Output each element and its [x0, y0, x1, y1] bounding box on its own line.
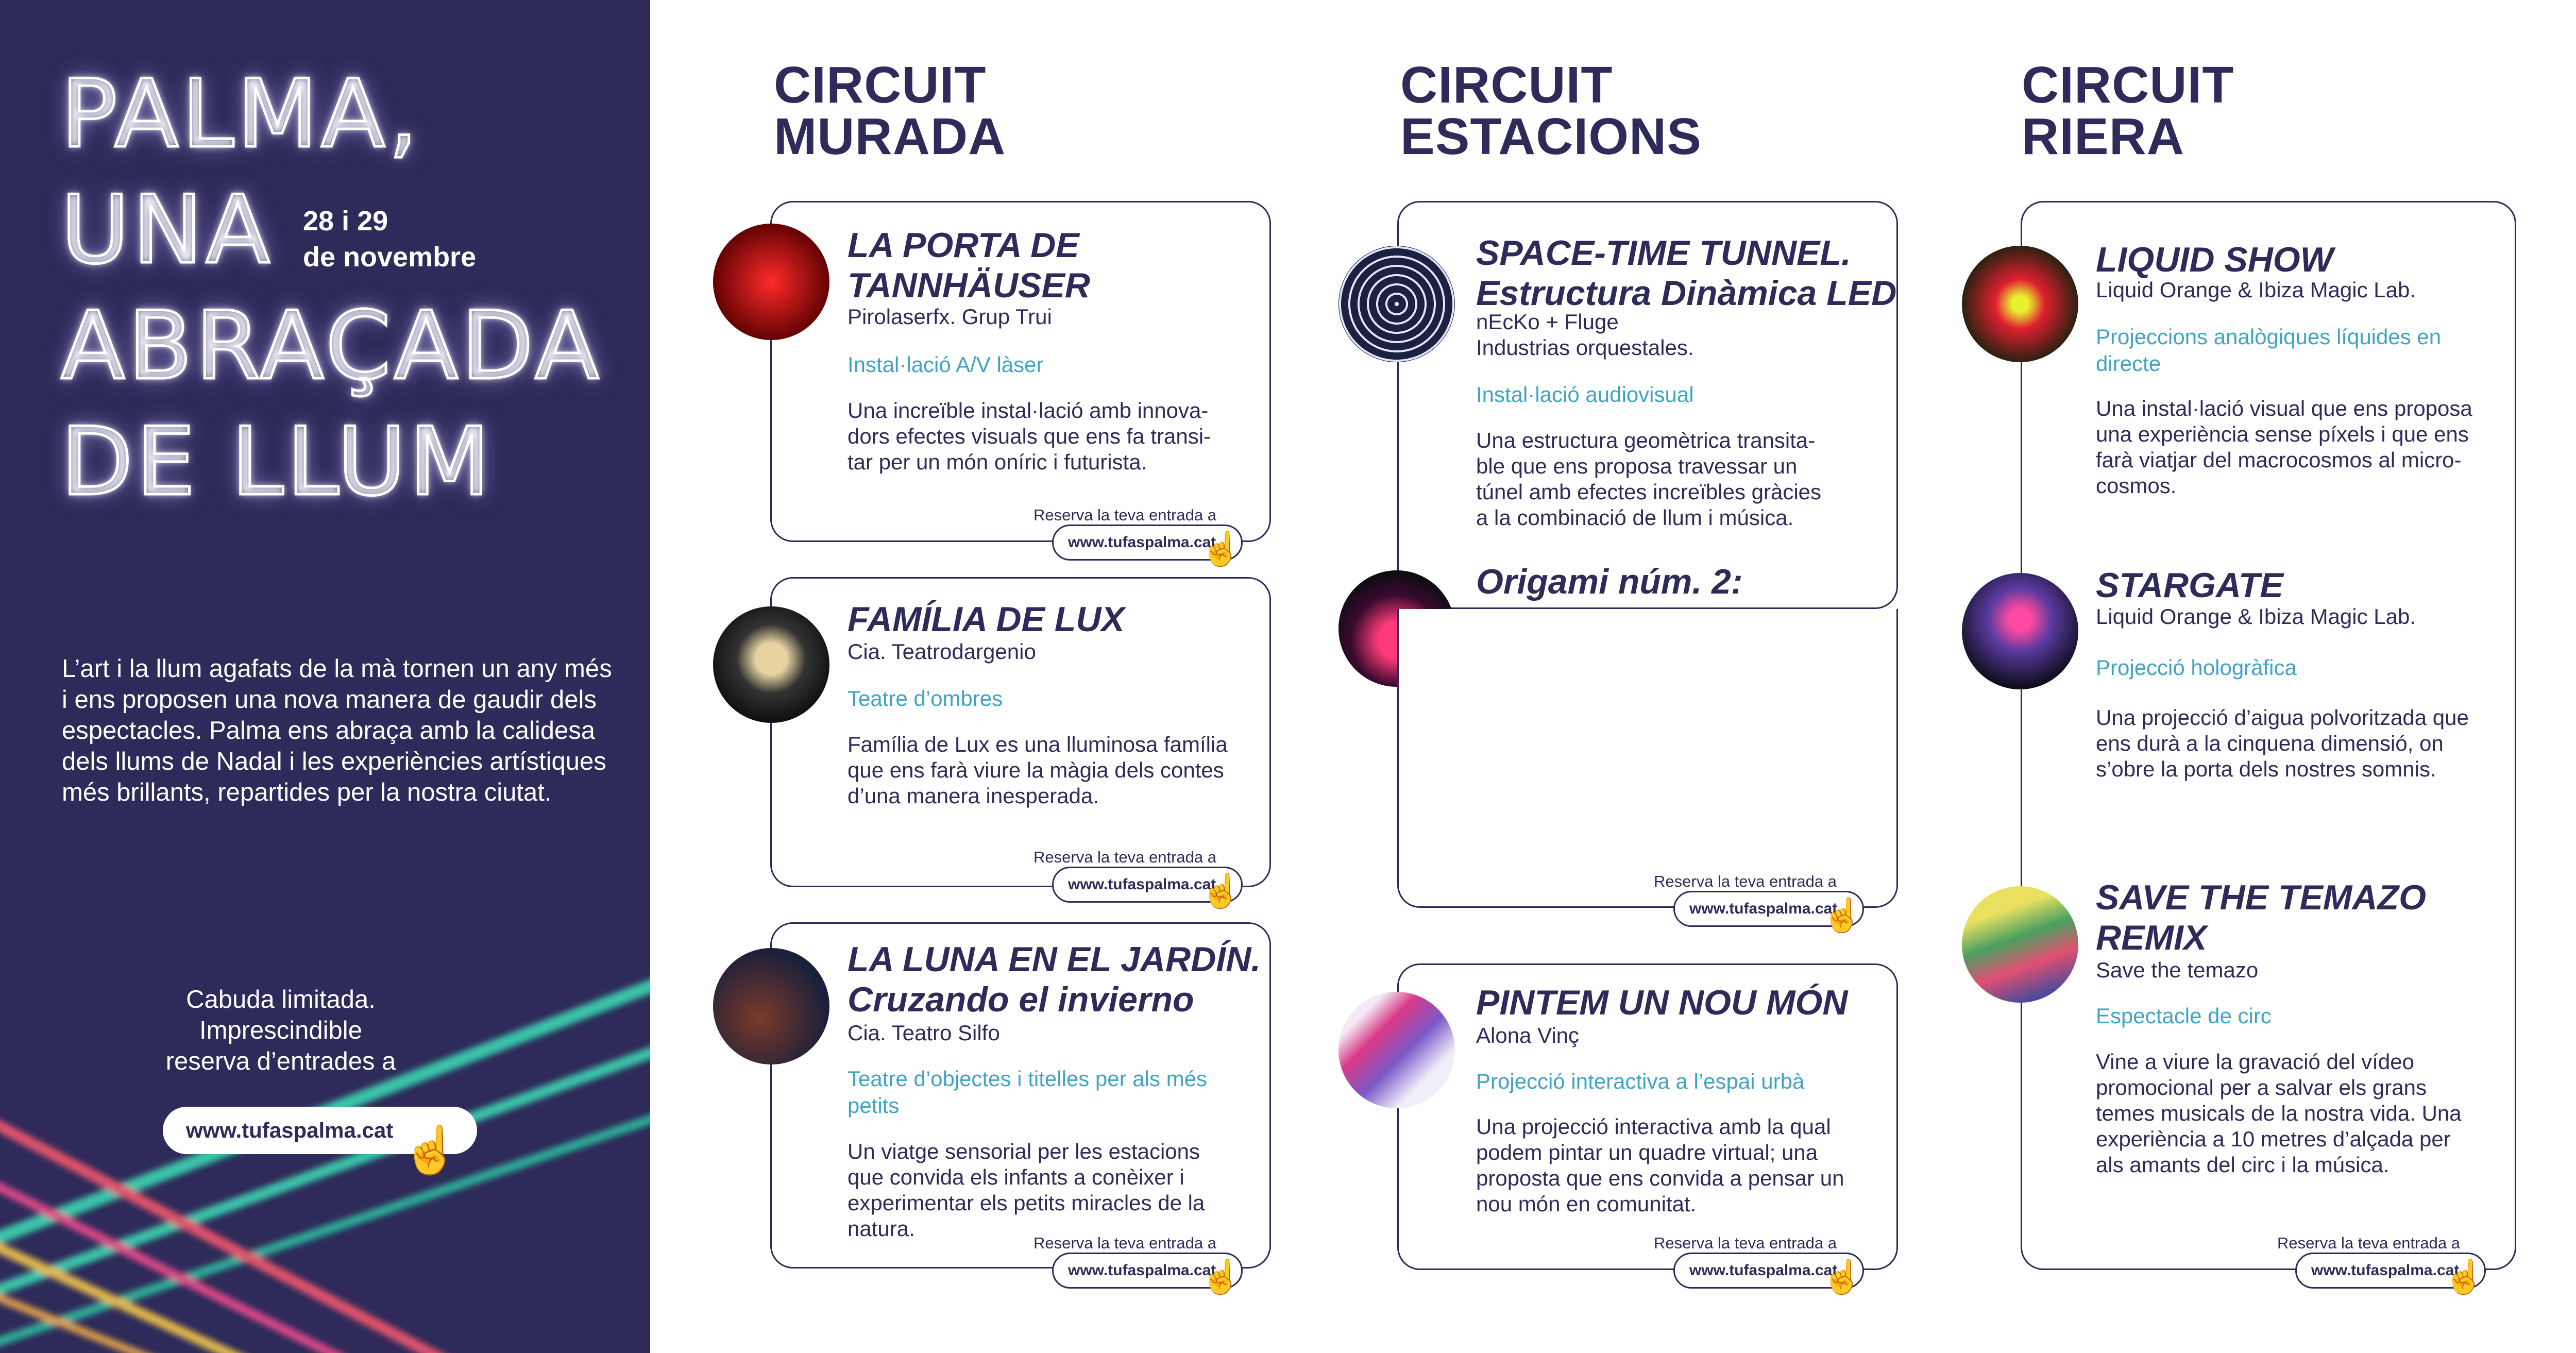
reserve-link[interactable]: www.tufaspalma.cat	[1052, 1253, 1243, 1289]
event-description: Vine a viure la gravació del vídeo promocional per a salvar els grans temes musicals de la nostra vida. Una experiència a 10 metres d’alçada per als amants del circ i la música.	[2096, 1050, 2462, 1177]
event-thumbnail	[713, 948, 829, 1064]
reserve-label: Reserva la teva entrada a	[2277, 1234, 2460, 1252]
title-word-riera: RIERA	[2022, 108, 2185, 165]
reserve-label: Reserva la teva entrada a	[1033, 848, 1216, 866]
event-description: Una estructura geomètrica transita- ble que ens proposa travessar un túnel amb efectes increïbles gràcies a la combinació de llum i música.	[1476, 428, 1822, 530]
event-title: LIQUID SHOW	[2096, 240, 2333, 279]
event-title: Origami núm. 2:	[1476, 562, 1743, 601]
event-thumbnail	[713, 606, 829, 723]
event-artist: Liquid Orange & Ibiza Magic Lab.	[2096, 278, 2416, 302]
event-description: Una projecció d’aigua polvoritzada que ens durà a la cinquena dimensió, on s’obre la porta dels nostres somnis.	[2096, 705, 2469, 781]
column-title-murada	[774, 56, 1006, 165]
event-type: Instal·lació A/V làser	[848, 352, 1044, 377]
event-artist: Pirolaserfx. Grup Trui	[848, 305, 1052, 329]
column-title-riera	[2022, 56, 2234, 165]
event-date: 28 i 29	[303, 206, 388, 236]
headline-line-1: PALMA,	[61, 59, 421, 168]
pointing-hand-icon: ☝	[1200, 1258, 1242, 1295]
event-type: Projecció interactiva a l’espai urbà	[1476, 1069, 1805, 1093]
reserve-link[interactable]: www.tufaspalma.cat	[1052, 525, 1243, 561]
capacity-line-2: Imprescindible	[199, 1017, 362, 1044]
event-thumbnail	[1338, 246, 1455, 362]
event-title: LA PORTA DE TANNHÄUSER	[848, 226, 1090, 305]
reserve-link[interactable]: www.tufaspalma.cat	[1673, 1253, 1864, 1289]
event-artist: Alona Vinç	[1476, 1023, 1580, 1047]
intro-text: L’art i la llum agafats de la mà tornen un any més i ens proposen una nova manera de gaudir dels espectacles. Palma ens abraça amb la calidesa dels llums de Nadal i les experiències artístiques més brillants, repartides per la nostra ciutat.	[62, 655, 612, 806]
title-word-circuit: CIRCUIT	[774, 56, 987, 114]
event-type: Teatre d’objectes i titelles per als més petits	[848, 1067, 1207, 1118]
pointing-hand-icon: ☝	[1822, 897, 1863, 934]
reserve-label: Reserva la teva entrada a	[1654, 872, 1837, 890]
event-artist: nEcKo + Fluge Industrias orquestales.	[1476, 310, 1694, 360]
event-artist: Liquid Orange & Ibiza Magic Lab.	[2096, 604, 2416, 629]
reserve-label: Reserva la teva entrada a	[1033, 506, 1216, 524]
reserve-link[interactable]: www.tufaspalma.cat	[1673, 891, 1864, 927]
event-thumbnail	[1962, 886, 2078, 1003]
event-type: Espectacle de circ	[2096, 1004, 2272, 1028]
event-month: de novembre	[303, 242, 477, 273]
event-type: Projeccions analògiques líquides en directe	[2096, 325, 2442, 376]
event-title: LA LUNA EN EL JARDÍN. Cruzando el invierno	[848, 940, 1261, 1019]
reserve-label: Reserva la teva entrada a	[1654, 1234, 1837, 1252]
pointing-hand-icon: ☝	[402, 1125, 460, 1176]
headline-line-3: ABRAÇADA	[61, 291, 602, 400]
pointing-hand-icon: ☝	[2444, 1258, 2485, 1295]
column-title-estacions	[1400, 56, 1702, 165]
event-title: PINTEM UN NOU MÓN	[1476, 983, 1848, 1022]
event-artist: Save the temazo	[2096, 958, 2259, 982]
title-word-circuit: CIRCUIT	[2022, 56, 2234, 114]
event-type: Instal·lació audiovisual	[1476, 382, 1694, 407]
capacity-line-3: reserva d’entrades a	[165, 1047, 396, 1075]
event-description: Família de Lux es una lluminosa família que ens farà viure la màgia dels contes d’una manera inesperada.	[848, 732, 1228, 808]
headline-line-2: UNA	[61, 175, 273, 284]
title-word-estacions: ESTACIONS	[1400, 108, 1702, 165]
pointing-hand-icon: ☝	[1200, 872, 1242, 909]
event-artist: Cia. Teatro Silfo	[848, 1021, 1000, 1045]
event-thumbnail	[1962, 573, 2078, 689]
event-thumbnail	[713, 224, 829, 340]
reserve-label: Reserva la teva entrada a	[1033, 1234, 1216, 1252]
pointing-hand-icon: ☝	[1822, 1258, 1863, 1295]
event-thumbnail	[1338, 992, 1455, 1108]
title-word-murada: MURADA	[774, 108, 1006, 165]
event-type: Projecció hologràfica	[2096, 655, 2297, 680]
event-title: SPACE-TIME TUNNEL. Estructura Dinàmica LED	[1476, 233, 1897, 313]
title-word-circuit: CIRCUIT	[1400, 56, 1613, 114]
event-type: Teatre d’ombres	[848, 686, 1003, 711]
reserve-link[interactable]: www.tufaspalma.cat	[1052, 867, 1243, 903]
website-link[interactable]: www.tufaspalma.cat	[163, 1107, 477, 1154]
event-description: Una projecció interactiva amb la qual podem pintar un quadre virtual; una proposta que ens convida a pensar un nou món en comunitat.	[1476, 1114, 1844, 1216]
event-title: STARGATE	[2096, 566, 2283, 605]
event-title: FAMÍLIA DE LUX	[848, 600, 1125, 639]
event-title: SAVE THE TEMAZO REMIX	[2096, 878, 2426, 957]
event-description: Un viatge sensorial per les estacions que convida els infants a conèixer i experimentar els petits miracles de la natura.	[848, 1139, 1205, 1241]
headline-line-4: DE LLUM	[61, 407, 493, 516]
reserve-link[interactable]: www.tufaspalma.cat	[2295, 1253, 2486, 1289]
capacity-line-1: Cabuda limitada.	[186, 986, 376, 1013]
light-beams-decoration	[0, 958, 650, 1353]
left-panel	[0, 0, 650, 1353]
event-description: Una instal·lació visual que ens proposa una experiència sense píxels i que ens farà viatjar del macrocosmos al micro- cosmos.	[2096, 396, 2472, 498]
event-description: Una increïble instal·lació amb innova- dors efectes visuals que ens fa transi- tar per un món oníric i futurista.	[848, 398, 1211, 474]
event-thumbnail	[1962, 246, 2078, 362]
event-card-origami-podenco	[1397, 609, 1898, 908]
event-artist: Cia. Teatrodargenio	[848, 639, 1036, 664]
pointing-hand-icon: ☝	[1200, 530, 1242, 567]
